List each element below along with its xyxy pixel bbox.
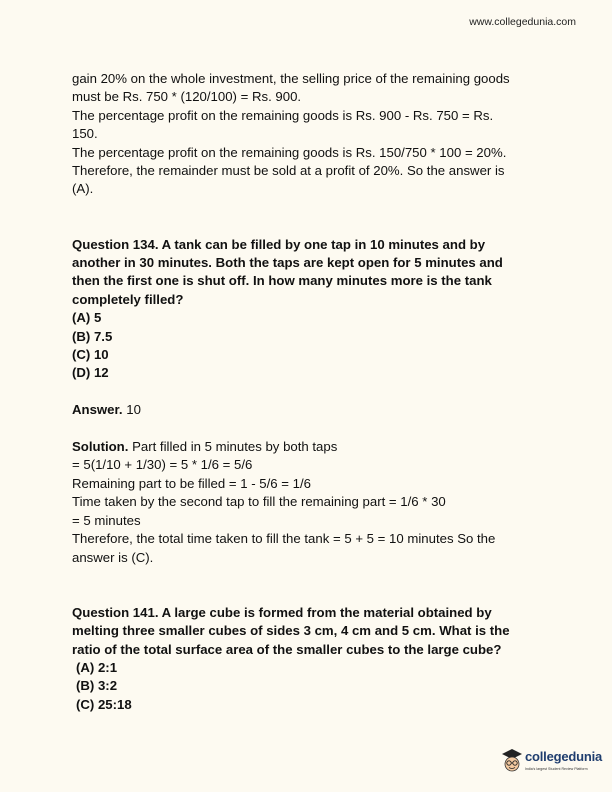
question-141	[72, 604, 542, 714]
solution-first-line	[72, 438, 542, 456]
intro-line: The percentage profit on the remaining goods is Rs. 900 - Rs. 750 = Rs.	[72, 107, 494, 123]
question-line: Question 141. A large cube is formed from the material obtained by	[72, 604, 492, 620]
intro-line: (A).	[72, 181, 94, 197]
solution-line: answer is (C).	[72, 549, 154, 565]
intro-line: Therefore, the remainder must be sold at a profit of 20%. So the answer is	[72, 163, 505, 179]
solution-line: Therefore, the total time taken to fill the tank = 5 + 5 = 10 minutes So the	[72, 531, 496, 547]
page-content	[72, 70, 542, 714]
answer-label: Answer.	[72, 402, 123, 418]
question-line: another in 30 minutes. Both the taps are kept open for 5 minutes and	[72, 255, 503, 271]
logo-tagline: India's largest Student Review Platform	[525, 767, 588, 771]
logo-wordmark: collegedunia	[525, 749, 603, 764]
option-b: (B) 3:2	[76, 678, 118, 694]
solution-line: Time taken by the second tap to fill the remaining part = 1/6 * 30	[72, 494, 446, 510]
answer-value: 10	[122, 402, 141, 418]
intro-line: must be Rs. 750 * (120/100) = Rs. 900.	[72, 89, 302, 105]
option-b: (B) 7.5	[72, 328, 113, 344]
graduate-mascot-icon	[500, 748, 524, 774]
question-line: melting three smaller cubes of sides 3 cm, 4 cm and 5 cm. What is the	[72, 623, 510, 639]
question-line: Question 134. A tank can be filled by one tap in 10 minutes and by	[72, 236, 486, 252]
question-line: then the first one is shut off. In how many minutes more is the tank	[72, 273, 492, 289]
site-url: www.collegedunia.com	[469, 16, 576, 28]
option-d: (D) 12	[72, 365, 109, 381]
intro-line: 150.	[72, 126, 98, 142]
option-c: (C) 10	[72, 347, 109, 363]
option-a: (A) 5	[72, 310, 102, 326]
solution-line: = 5 minutes	[72, 512, 141, 528]
solution-label: Solution.	[72, 439, 129, 455]
option-a: (A) 2:1	[76, 659, 118, 675]
solution-line: = 5(1/10 + 1/30) = 5 * 1/6 = 5/6	[72, 457, 253, 473]
collegedunia-logo	[500, 746, 606, 778]
question-line: completely filled?	[72, 291, 184, 307]
intro-line: The percentage profit on the remaining goods is Rs. 150/750 * 100 = 20%.	[72, 144, 507, 160]
solution-text: Part filled in 5 minutes by both taps	[128, 439, 338, 455]
answer-line	[72, 401, 542, 419]
intro-paragraph	[72, 70, 542, 199]
solution-line: Remaining part to be filled = 1 - 5/6 = 1/6	[72, 475, 311, 491]
intro-line: gain 20% on the whole investment, the selling price of the remaining goods	[72, 71, 510, 86]
question-134	[72, 236, 542, 567]
option-c: (C) 25:18	[76, 696, 132, 712]
question-line: ratio of the total surface area of the smaller cubes to the large cube?	[72, 641, 502, 657]
